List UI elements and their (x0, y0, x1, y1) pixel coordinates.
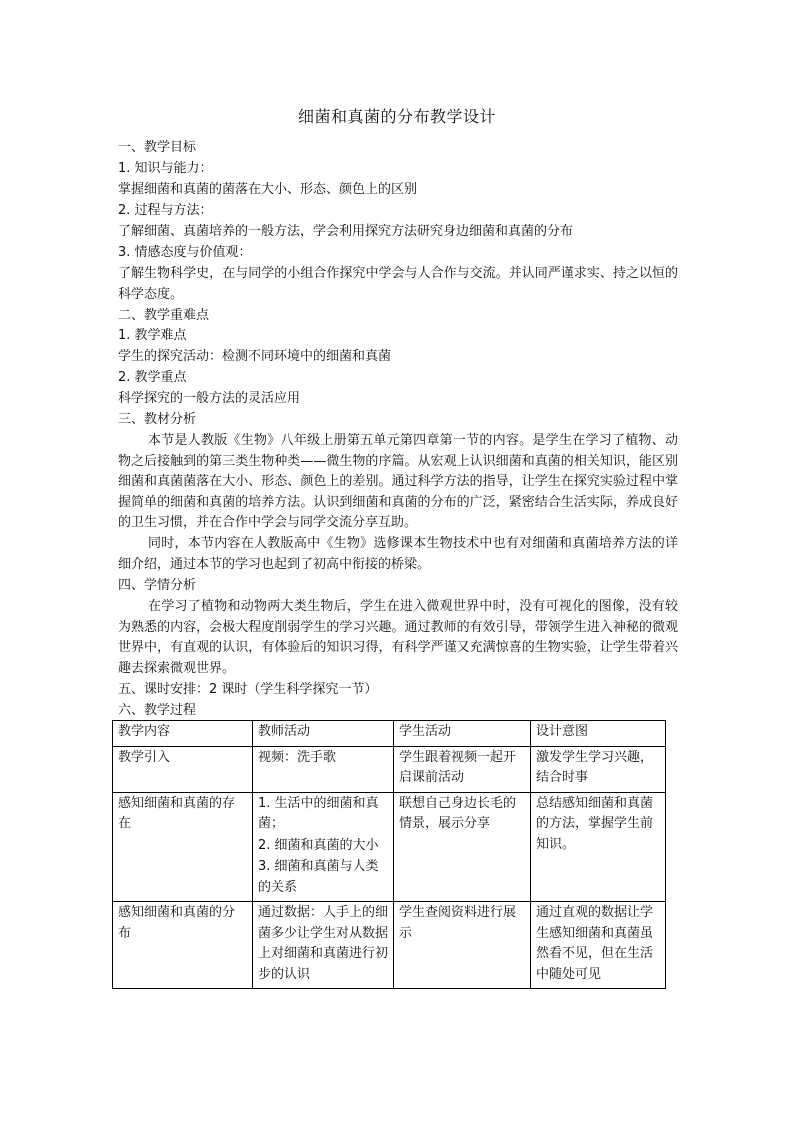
section-heading-goals: 一、教学目标 (118, 140, 197, 155)
materials-paragraph-2: 同时，本节内容在人教版高中《生物》选修课本生物技术中也有对细菌和真菌培养方法的详细介绍，通过本节的学习也起到了初高中衔接的桥梁。 (118, 536, 678, 572)
table-header-cell: 教学内容 (113, 721, 253, 747)
table-cell-student: 学生查阅资料进行展示 (394, 902, 531, 989)
goal-item-3-text: 了解生物科学史，在与同学的小组合作探究中学会与人合作与交流。并认同严谨求实、持之以恒的科学态度。 (118, 266, 678, 302)
goal-item-1-label: 1. 知识与能力： (118, 161, 213, 176)
table-cell-teacher (253, 746, 394, 792)
document-title: 细菌和真菌的分布教学设计 (297, 107, 496, 126)
table-cell-intent: 激发学生学习兴趣，结合时事 (531, 746, 666, 792)
table-header-cell: 设计意图 (531, 721, 666, 747)
key-point-focus-label: 2. 教学重点 (118, 370, 187, 385)
teacher-activity-line: 1. 生活中的细菌和真菌； (258, 795, 379, 831)
table-row (113, 902, 666, 989)
table-cell-content: 教学引入 (113, 746, 253, 792)
table-row (113, 792, 666, 902)
table-cell-teacher (253, 792, 394, 902)
table-header-row (113, 721, 666, 747)
table-cell-intent: 通过直观的数据让学生感知细菌和真菌虽然看不见，但在生活中随处可见 (531, 902, 666, 989)
goal-item-1-text: 掌握细菌和真菌的菌落在大小、形态、颜色上的区别 (118, 182, 418, 197)
students-paragraph: 在学习了植物和动物两大类生物后，学生在进入微观世界中时，没有可视化的图像，没有较为熟悉的内容，会极大程度削弱学生的学习兴趣。通过教师的有效引导，带领学生进入神秘的微观世界中，有直观的认识，有体验后的知识习得，有科学严谨又充满惊喜的生物实验，让学生带着兴趣去探索微观世界。 (118, 599, 678, 676)
table-cell-content: 感知细菌和真菌的存在 (113, 792, 253, 902)
teacher-activity-line: 2. 细菌和真菌的大小 (258, 837, 379, 853)
table-row (113, 746, 666, 792)
goal-item-2-text: 了解细菌、真菌培养的一般方法，学会利用探究方法研究身边细菌和真菌的分布 (118, 224, 574, 239)
table-cell-student: 联想自己身边长毛的情景，展示分享 (394, 792, 531, 902)
key-point-focus-text: 科学探究的一般方法的灵活应用 (118, 391, 301, 406)
table-header-cell: 学生活动 (394, 721, 531, 747)
key-point-difficulty-label: 1. 教学难点 (118, 328, 187, 343)
table-cell-content: 感知细菌和真菌的分布 (113, 902, 253, 989)
key-point-difficulty-text: 学生的探究活动：检测不同环境中的细菌和真菌 (118, 349, 392, 364)
section-heading-key-points: 二、教学重难点 (118, 308, 210, 323)
section-heading-materials: 三、教材分析 (118, 412, 197, 427)
teacher-activity-line: 通过数据：人手上的细菌多少让学生对从数据上对细菌和真菌进行初步的认识 (258, 905, 389, 982)
teacher-activity-line: 视频：洗手歌 (258, 749, 337, 765)
table-cell-intent: 总结感知细菌和真菌的方法，掌握学生前知识。 (531, 792, 666, 902)
teaching-process-table (112, 720, 666, 989)
table-cell-student: 学生跟着视频一起开启课前活动 (394, 746, 531, 792)
teacher-activity-line: 3. 细菌和真菌与人类的关系 (258, 859, 379, 895)
section-schedule: 五、课时安排：2 课时（学生科学探究一节） (118, 682, 378, 697)
table-header-cell: 教师活动 (253, 721, 394, 747)
goal-item-3-label: 3. 情感态度与价值观： (118, 245, 252, 260)
section-heading-process: 六、教学过程 (118, 703, 197, 718)
section-heading-students: 四、学情分析 (118, 578, 197, 593)
table-cell-teacher (253, 902, 394, 989)
materials-paragraph-1: 本节是人教版《生物》八年级上册第五单元第四章第一节的内容。是学生在学习了植物、动物之后接触到的第三类生物种类——微生物的序篇。从宏观上认识细菌和真菌的相关知识，能区别细菌和真菌菌落在大小、形态、颜色上的差别。通过科学方法的指导，让学生在探究实验过程中掌握简单的细菌和真菌的培养方法。认识到细菌和真菌的分布的广泛，紧密结合生活实际，养成良好的卫生习惯，并在合作中学会与同学交流分享互助。 (118, 433, 678, 531)
goal-item-2-label: 2. 过程与方法： (118, 203, 213, 218)
